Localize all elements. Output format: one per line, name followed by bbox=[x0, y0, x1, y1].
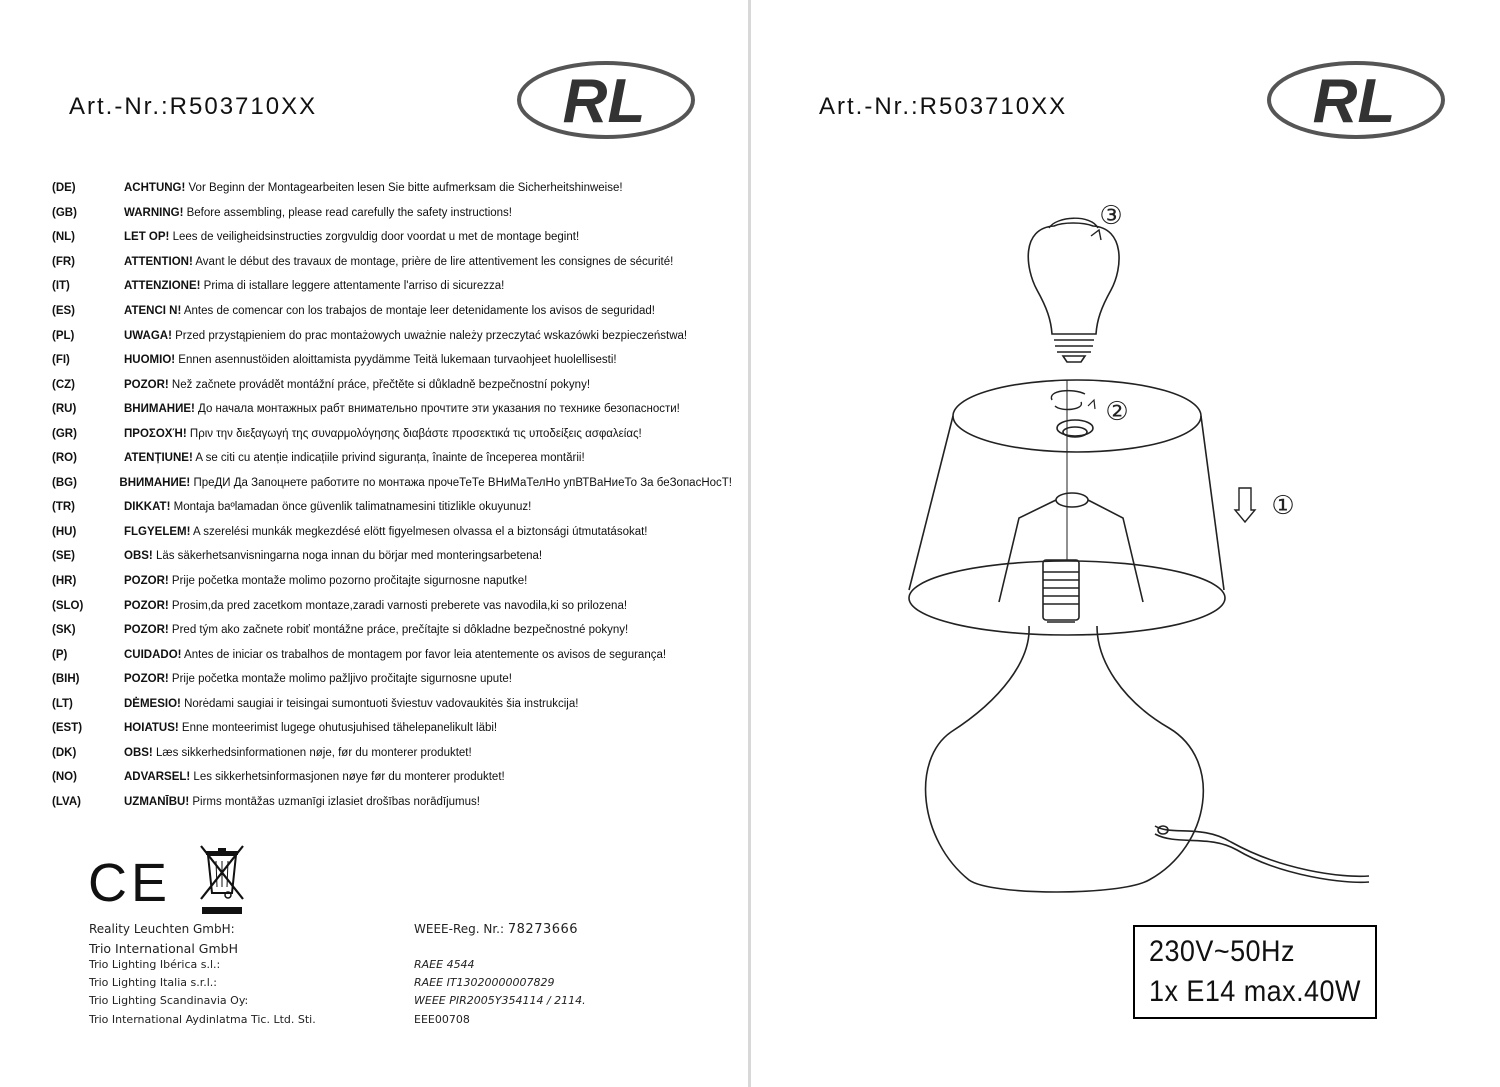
lamp-assembly-diagram bbox=[751, 0, 1500, 920]
warning-row bbox=[52, 471, 732, 496]
warning-lead: POZOR! bbox=[124, 599, 169, 612]
weee-registration bbox=[414, 922, 578, 937]
language-code: (LVA) bbox=[52, 795, 81, 808]
warning-text bbox=[124, 722, 497, 734]
warning-lead: ΠΡΟΣΟΧΉ! bbox=[124, 427, 187, 440]
step-2-marker: ② bbox=[1105, 397, 1129, 427]
warning-text bbox=[124, 330, 687, 342]
warning-body: Antes de iniciar os trabalhos de montagem por favor leia atentemente os avisos de segurança! bbox=[181, 648, 667, 661]
safety-warnings-list bbox=[52, 176, 732, 814]
warning-lead: ATENCI N! bbox=[124, 305, 182, 317]
warning-lead: POZOR! bbox=[124, 378, 169, 391]
warning-lead: FLGYELEM! bbox=[124, 525, 191, 538]
language-code: (SK) bbox=[52, 624, 76, 637]
warning-text bbox=[124, 747, 472, 759]
warning-text bbox=[124, 796, 480, 808]
warning-text bbox=[124, 624, 628, 636]
warning-row bbox=[52, 790, 732, 815]
warning-row bbox=[52, 372, 732, 397]
warning-row bbox=[52, 642, 732, 667]
warning-text bbox=[124, 452, 585, 464]
warning-row bbox=[52, 691, 732, 716]
weee-number: 78273666 bbox=[507, 922, 579, 937]
weee-bin-icon bbox=[196, 843, 248, 917]
language-code: (GB) bbox=[52, 206, 77, 219]
warning-body: Prije početka montaže molimo pozorno pročitajte sigurnosne naputke! bbox=[168, 575, 528, 588]
warning-body: Antes de comencar con los trabajos de montaje leer detenidamente los avisos de seguridad! bbox=[181, 305, 655, 317]
warning-lead: OBS! bbox=[124, 746, 153, 759]
warning-row bbox=[52, 299, 732, 324]
warning-text bbox=[124, 575, 527, 587]
warning-text bbox=[124, 673, 512, 685]
language-code: (FR) bbox=[52, 255, 75, 268]
warning-body: ПреДИ Да Запоцнете работите по монтажа прочеТеТе ВНиМаТелНо упВТВаНиеТо За беЗопасНосТ! bbox=[190, 476, 732, 489]
language-code: (FI) bbox=[52, 354, 70, 367]
warning-body: Pred tým ako začnete robiť montážne práce, prečítajte si dôkladne bezpečnostné pokyny! bbox=[168, 624, 629, 637]
warning-text bbox=[124, 649, 666, 661]
warning-text bbox=[124, 256, 673, 268]
warning-body: A szerelési munkák megkezdésé elött figyelmesen olvassa el a biztonsági útmutatásokat! bbox=[190, 525, 648, 538]
warning-body: Norėdami saugiai ir teisingai sumontuoti šviestuv vadovaukitės šia instrukcija! bbox=[180, 697, 579, 710]
warning-lead: ACHTUNG! bbox=[124, 182, 186, 195]
warning-lead: UWAGA! bbox=[124, 329, 172, 342]
warning-row bbox=[52, 618, 732, 643]
warning-body: Pirms montāžas uzmanīgi izlasiet drošības norādījumus! bbox=[189, 795, 480, 808]
language-code: (HU) bbox=[52, 525, 77, 538]
down-arrow-icon bbox=[1235, 488, 1255, 522]
warning-body: Prije početka montaže molimo pažljivo pročitajte sigurnosne upute! bbox=[168, 673, 512, 686]
warning-body: Πριν την διεξαγωγή της συναρμολόγησης διαβάστε προσεκτικά τις υποδείξεις ασφαλείας! bbox=[186, 427, 642, 440]
warning-lead: WARNING! bbox=[124, 206, 184, 219]
language-code: (CZ) bbox=[52, 378, 75, 391]
language-code: (LT) bbox=[52, 697, 73, 710]
registration-line: WEEE PIR2005Y354114 / 2114. bbox=[414, 994, 586, 1007]
language-code: (DK) bbox=[52, 746, 77, 759]
warning-text bbox=[124, 550, 542, 562]
registration-line: RAEE IT13020000007829 bbox=[414, 976, 555, 989]
warning-body: Læs sikkerhedsinformationen nøje, før du monterer produktet! bbox=[152, 746, 472, 759]
language-code: (PL) bbox=[52, 329, 75, 342]
warning-text bbox=[124, 600, 627, 612]
right-page bbox=[751, 0, 1500, 1087]
warning-lead: ADVARSEL! bbox=[124, 771, 191, 784]
warning-lead: ATENȚIUNE! bbox=[124, 452, 193, 465]
warning-lead: ATTENZIONE! bbox=[124, 280, 201, 293]
warning-row bbox=[52, 544, 732, 569]
warning-text bbox=[124, 207, 512, 219]
warning-row bbox=[52, 225, 732, 250]
language-code: (BG) bbox=[52, 476, 77, 489]
warning-text bbox=[124, 771, 505, 783]
company-line: Trio Lighting Ibérica s.l.: bbox=[89, 958, 221, 971]
warning-lead: ВНИМАНИЕ! bbox=[119, 476, 191, 489]
warning-text bbox=[124, 280, 504, 292]
company-line: Trio Lighting Scandinavia Oy: bbox=[89, 994, 249, 1007]
warning-row bbox=[52, 765, 732, 790]
warning-row bbox=[52, 520, 732, 545]
warning-row bbox=[52, 250, 732, 275]
warning-text bbox=[124, 354, 617, 366]
warning-row bbox=[52, 176, 732, 201]
language-code: (SE) bbox=[52, 550, 75, 563]
spec-voltage: 230V~50Hz bbox=[1149, 935, 1295, 968]
ce-mark: CE bbox=[88, 853, 172, 913]
warning-body: Läs säkerhetsanvisningarna noga innan du börjar med monteringsarbetena! bbox=[152, 550, 543, 563]
warning-text bbox=[124, 231, 579, 243]
warning-lead: POZOR! bbox=[124, 673, 169, 686]
registration-line: EEE00708 bbox=[414, 1013, 470, 1026]
warning-body: Vor Beginn der Montagearbeiten lesen Sie bitte aufmerksam die Sicherheitshinweise! bbox=[185, 182, 623, 195]
warning-body: Prosim,da pred zacetkom montaze,zaradi varnosti preberete vas navodila,ki so prilozena! bbox=[168, 599, 628, 612]
company-line: Trio International Aydinlatma Tic. Ltd. Sti. bbox=[89, 1013, 316, 1026]
rl-logo bbox=[516, 60, 696, 140]
warning-body: Než začnete provádět montážní práce, přečtěte si důkladně bezpečnostní pokyny! bbox=[168, 378, 591, 391]
warning-lead: ATTENTION! bbox=[124, 255, 193, 268]
warning-row bbox=[52, 348, 732, 373]
warning-text bbox=[124, 305, 655, 317]
language-code: (NO) bbox=[52, 771, 77, 784]
warning-row bbox=[52, 569, 732, 594]
company-line: Trio International GmbH bbox=[89, 941, 238, 956]
warning-row bbox=[52, 397, 732, 422]
language-code: (RO) bbox=[52, 452, 77, 465]
language-code: (IT) bbox=[52, 280, 70, 293]
left-page bbox=[0, 0, 748, 1087]
warning-row bbox=[52, 421, 732, 446]
warning-row bbox=[52, 716, 732, 741]
article-number: Art.-Nr.:R503710XX bbox=[819, 93, 1068, 120]
warning-lead: POZOR! bbox=[124, 575, 169, 588]
warning-text bbox=[124, 428, 642, 440]
company-line: Trio Lighting Italia s.r.l.: bbox=[89, 976, 218, 989]
warning-text bbox=[124, 501, 531, 513]
warning-body: Before assembling, please read carefully the safety instructions! bbox=[183, 206, 512, 219]
warning-body: Enne monteerimist lugege ohutusjuhised tähelepanelikult läbi! bbox=[178, 722, 498, 735]
registration-line: RAEE 4544 bbox=[414, 958, 475, 971]
warning-body: Lees de veiligheidsinstructies zorgvuldig door voordat u met de montage begint! bbox=[169, 231, 580, 244]
warning-lead: OBS! bbox=[124, 550, 153, 563]
warning-lead: UZMANĪBU! bbox=[124, 795, 190, 808]
company-line: Reality Leuchten GmbH: bbox=[89, 922, 235, 936]
warning-body: Avant le début des travaux de montage, prière de lire attentivement les consignes de sécurité! bbox=[192, 255, 674, 268]
language-code: (BIH) bbox=[52, 673, 80, 686]
warning-row bbox=[52, 446, 732, 471]
warning-body: A se citi cu atenție indicațiile privind siguranța, înainte de începerea montării! bbox=[192, 452, 585, 465]
article-number: Art.-Nr.:R503710XX bbox=[69, 93, 318, 120]
language-code: (RU) bbox=[52, 403, 77, 416]
light-bulb-icon bbox=[1028, 218, 1119, 362]
step-3-marker: ③ bbox=[1099, 201, 1123, 231]
language-code: (DE) bbox=[52, 182, 76, 195]
spec-bulb: 1x E14 max.40W bbox=[1149, 975, 1361, 1008]
language-code: (HR) bbox=[52, 575, 77, 588]
warning-lead: DĖMESIO! bbox=[124, 697, 181, 710]
logo-text: RL bbox=[1312, 67, 1396, 136]
lamp-base-icon bbox=[926, 626, 1369, 892]
language-code: (P) bbox=[52, 648, 68, 661]
warning-lead: CUIDADO! bbox=[124, 648, 182, 661]
electrical-spec-box bbox=[1133, 925, 1377, 1019]
logo-text: RL bbox=[562, 67, 646, 136]
warning-body: Ennen asennustöiden aloittamista pyydämme Teitä lukemaan turvaohjeet huolellisesti! bbox=[175, 354, 617, 367]
language-code: (ES) bbox=[52, 305, 75, 317]
warning-text bbox=[124, 379, 590, 391]
warning-row bbox=[52, 201, 732, 226]
warning-text bbox=[124, 403, 680, 415]
language-code: (EST) bbox=[52, 722, 83, 735]
warning-row bbox=[52, 593, 732, 618]
lamp-socket-icon bbox=[1043, 560, 1079, 622]
warning-body: До начала монтажных рабт внимательно прочтите эти указания по технике безопасности! bbox=[194, 403, 680, 416]
warning-row bbox=[52, 667, 732, 692]
step-1-marker: ① bbox=[1271, 491, 1295, 521]
warning-text bbox=[119, 477, 732, 489]
warning-body: Przed przystąpieniem do prac montażowych uważnie należy przeczytać wskazówki bezpieczeństwa! bbox=[171, 329, 688, 342]
warning-lead: HOIATUS! bbox=[124, 722, 179, 735]
warning-lead: HUOMIO! bbox=[124, 354, 176, 367]
warning-lead: ВНИМАНИЕ! bbox=[124, 403, 195, 416]
language-code: (TR) bbox=[52, 501, 75, 514]
warning-lead: POZOR! bbox=[124, 624, 169, 637]
warning-row bbox=[52, 495, 732, 520]
warning-row bbox=[52, 741, 732, 766]
warning-row bbox=[52, 274, 732, 299]
language-code: (NL) bbox=[52, 231, 75, 244]
language-code: (SLO) bbox=[52, 599, 84, 612]
warning-body: Montaja baºlamadan önce güvenlik talimatnamesini titizlikle okuyunuz! bbox=[170, 501, 532, 514]
warning-lead: LET OP! bbox=[124, 231, 170, 244]
warning-text bbox=[124, 182, 623, 194]
warning-text bbox=[124, 698, 578, 710]
weee-label: WEEE-Reg. Nr.: bbox=[414, 922, 505, 936]
warning-row bbox=[52, 323, 732, 348]
warning-text bbox=[124, 526, 648, 538]
warning-body: Les sikkerhetsinformasjonen nøye før du monterer produktet! bbox=[190, 771, 505, 784]
language-code: (GR) bbox=[52, 427, 77, 440]
warning-body: Prima di istallare leggere attentamente l'arriso di sicurezza! bbox=[200, 280, 505, 293]
warning-lead: DIKKAT! bbox=[124, 501, 171, 514]
